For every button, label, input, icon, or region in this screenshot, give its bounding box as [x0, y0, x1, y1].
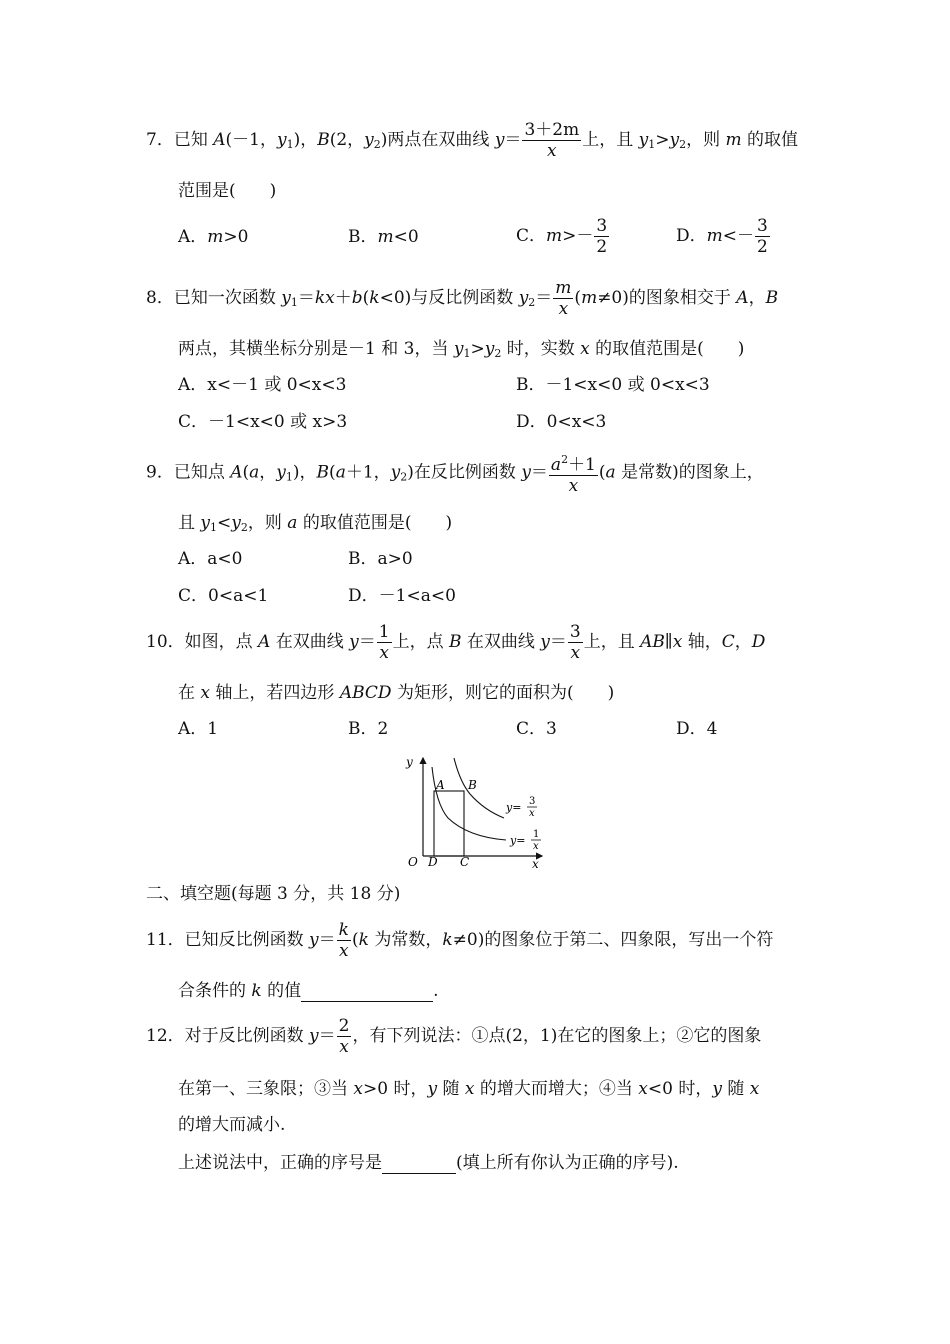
q9-option-a: A．a<0 [178, 549, 243, 569]
q7-option-d: D．m<－ $\frac{3}{2}$ [676, 216, 768, 257]
q10-figure [398, 752, 558, 872]
q11-line2: 合条件的 k 的值 . [178, 981, 439, 1001]
label-curve-upper-num: 3 [529, 796, 536, 807]
q11-number: 11． [146, 930, 185, 950]
q8-option-b: B．－1<x<0 或 0<x<3 [516, 375, 710, 395]
label-curve-lower: y= [510, 834, 526, 847]
label-point-a: A [436, 778, 445, 792]
q12-line1: 12．对于反比例函数 y＝ $\frac{2}{x}$ ，有下列说法：①点(2，1)在它的图象上；②它的图象 [146, 1016, 762, 1057]
q10-option-b: B．2 [348, 719, 389, 739]
label-point-b: B [468, 778, 477, 792]
q8-option-c: C．－1<x<0 或 x>3 [178, 412, 348, 432]
q7-fraction: $\frac{3+2m}{x}$ [524, 120, 580, 161]
q9-option-c: C．0<a<1 [178, 586, 269, 606]
q7-option-c: C．m>－ $\frac{3}{2}$ [516, 216, 608, 257]
q8-number: 8． [146, 288, 174, 308]
q12-line4: 上述说法中，正确的序号是 (填上所有你认为正确的序号). [178, 1153, 679, 1173]
q11-answer-blank[interactable] [301, 983, 433, 1002]
q10-line2: 在 x 轴上，若四边形 ABCD 为矩形，则它的面积为( ) [178, 683, 615, 703]
q10-option-c: C．3 [516, 719, 557, 739]
q10-option-d: D．4 [676, 719, 718, 739]
q12-number: 12． [146, 1026, 185, 1046]
q7-option-a: A．m>0 [178, 227, 249, 247]
q9-fraction: $\frac{a^2+1}{x}$ [549, 450, 598, 496]
label-point-d: D [428, 855, 438, 869]
label-origin: O [408, 855, 418, 869]
q9-option-d: D．－1<a<0 [348, 586, 456, 606]
section-2-heading: 二、填空题(每题 3 分，共 18 分) [146, 884, 401, 904]
q9-line2: 且 $y_1<y_2$，则 a 的取值范围是( ) [178, 513, 453, 534]
q7-number: 7． [146, 130, 174, 150]
q12-line2: 在第一、三象限；③当 x>0 时，y 随 x 的增大而增大；④当 x<0 时，y 随 x [178, 1079, 760, 1099]
q7-line2: 范围是( ) [178, 181, 277, 201]
q7-line1: 7．已知 A(－1，$y_1$)，B(2，$y_2$)两点在双曲线 y＝ $\frac{3+2m}{x}$ 上，且 $y_1>y_2$，则 m 的取值 [146, 120, 799, 161]
q8-option-d: D．0<x<3 [516, 412, 607, 432]
q9-option-b: B．a>0 [348, 549, 413, 569]
q11-line1: 11．已知反比例函数 y＝ $\frac{k}{x}$ (k 为常数，k≠0)的图象位于第二、四象限，写出一个符 [146, 920, 774, 961]
label-curve-lower-den: x [533, 841, 539, 852]
label-curve-lower-num: 1 [533, 829, 540, 840]
label-point-c: C [460, 855, 470, 869]
q9-line1: 9．已知点 A(a，$y_1$)，B(a＋1，$y_2$)在反比例函数 y＝ $\frac{a^2+1}{x}$ (a 是常数)的图象上， [146, 450, 764, 498]
q8-fraction: $\frac{m}{x}$ [555, 278, 572, 319]
q8-option-a: A．x<－1 或 0<x<3 [178, 375, 347, 395]
q7-option-b: B．m<0 [348, 227, 419, 247]
q12-answer-blank[interactable] [382, 1155, 456, 1174]
q8-line1: 8．已知一次函数 $y_1=kx+b(k<0)$与反比例函数 $y_2=$ $\frac{m}{x}$ (m≠0)的图象相交于 A，B [146, 278, 779, 319]
q10-line1: 10．如图，点 A 在双曲线 y＝ $\frac{1}{x}$ 上，点 B 在双曲线 y＝ $\frac{3}{x}$ 上，且 AB∥x 轴，C，D [146, 622, 766, 663]
curve-y-3-over-x [454, 758, 504, 818]
q9-number: 9． [146, 462, 174, 483]
label-y-axis: y [406, 755, 413, 769]
q10-option-a: A．1 [178, 719, 219, 739]
q12-line3: 的增大而减小. [178, 1115, 286, 1135]
label-curve-upper-den: x [529, 808, 535, 819]
label-curve-upper: y= [506, 801, 522, 814]
q8-line2: 两点，其横坐标分别是－1 和 3，当 $y_1>y_2$ 时，实数 x 的取值范围是( ) [178, 339, 745, 360]
q10-number: 10． [146, 632, 185, 652]
label-x-axis: x [532, 857, 539, 871]
